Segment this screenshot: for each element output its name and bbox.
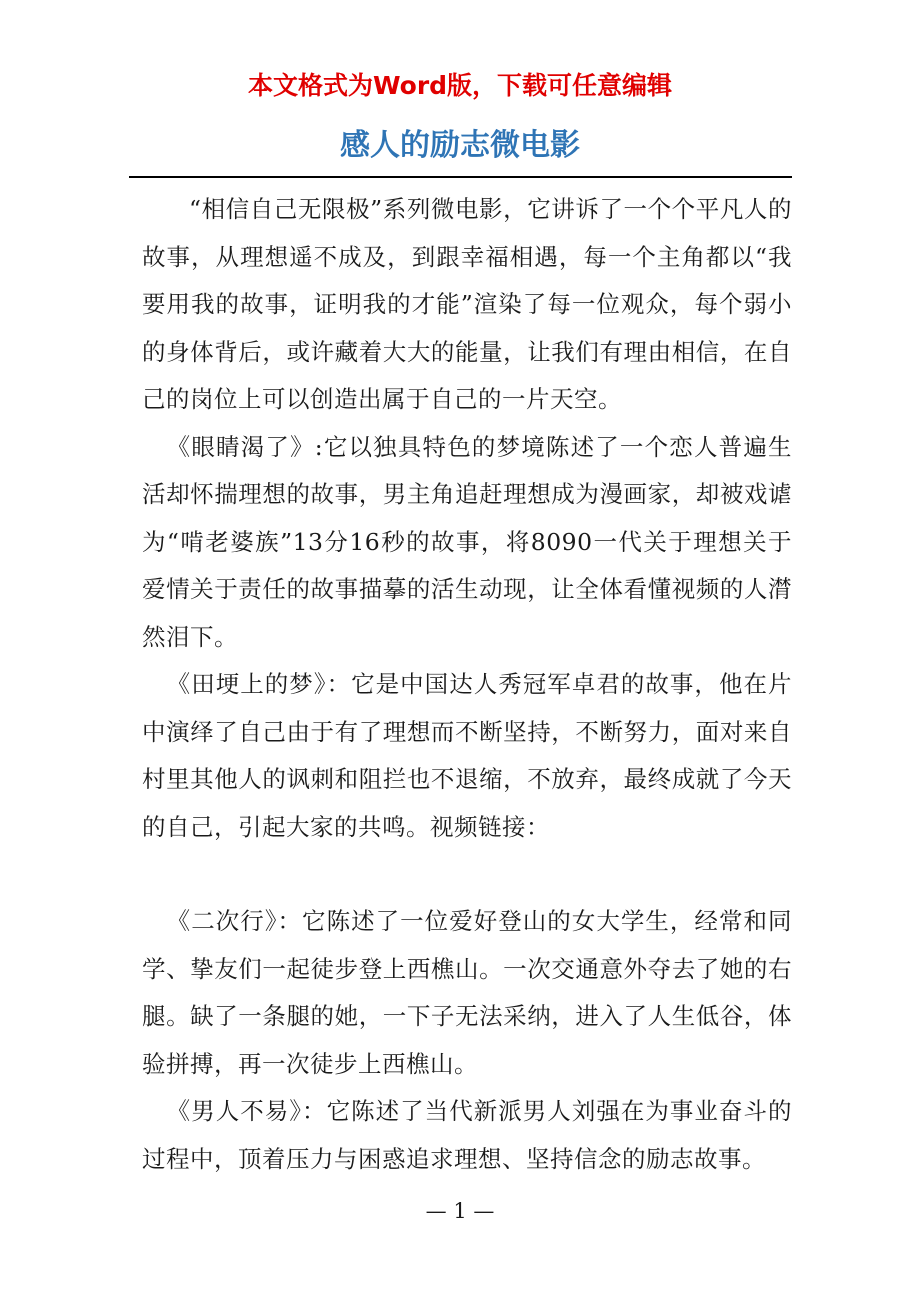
download-notice-banner: 本文格式为Word版，下载可任意编辑: [247, 71, 673, 100]
paragraph-second-trip: 《二次行》：它陈述了一位爱好登山的女大学生，经常和同学、挚友们一起徒步登上西樵山。一次交通意外夺去了她的右腿。缺了一条腿的她，一下子无法采纳，进入了人生低谷，体验拼搏，再一次徒步上西樵山。: [142, 907, 792, 1078]
paragraph-men-not-easy: 《男人不易》：它陈述了当代新派男人刘强在为事业奋斗的过程中，顶着压力与困惑追求理想、坚持信念的励志故事。: [142, 1097, 792, 1173]
page-number: — 1 —: [425, 1199, 495, 1223]
paragraph-field-dream: 《田埂上的梦》：它是中国达人秀冠军卓君的故事，他在片中演绎了自己由于有了理想而不断坚持，不断努力，面对来自村里其他人的讽刺和阻拦也不退缩，不放弃，最终成就了今天的自己，引起大家的共鸣。视频链接：: [142, 670, 792, 841]
blank-line: [142, 851, 792, 898]
document-title: 感人的励志微电影: [340, 128, 580, 163]
title-divider: [129, 176, 792, 178]
document-body: [142, 186, 792, 1183]
paragraph-intro: “相信自己无限极”系列微电影，它讲诉了一个个平凡人的故事，从理想遥不成及，到跟幸福相遇，每一个主角都以“我要用我的故事，证明我的才能”渲染了每一位观众，每个弱小的身体背后，或许藏着大大的能量，让我们有理由相信，在自己的岗位上可以创造出属于自己的一片天空。: [142, 195, 792, 413]
paragraph-eyes-thirsty: 《眼睛渴了》:它以独具特色的梦境陈述了一个恋人普遍生活却怀揣理想的故事，男主角追赶理想成为漫画家，却被戏谑为“啃老婆族”13分16秒的故事，将8090一代关于理想关于爱情关于责任的故事描摹的活生动现，让全体看懂视频的人潸然泪下。: [142, 432, 792, 651]
